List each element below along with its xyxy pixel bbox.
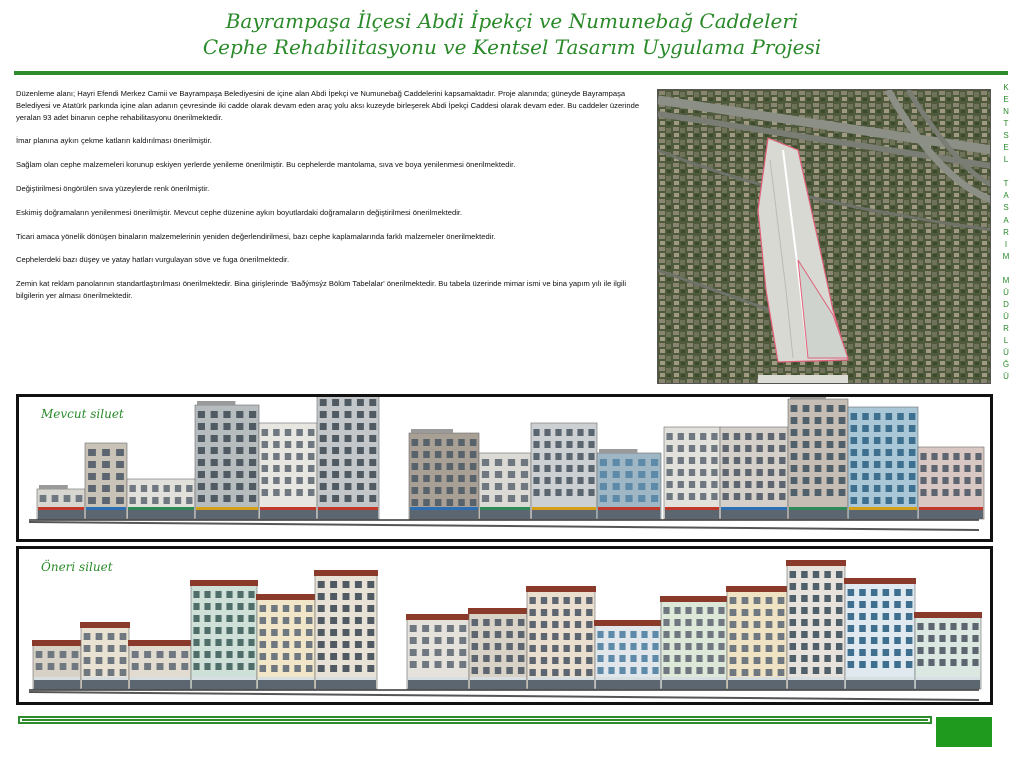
proposed-silhouette-label: Öneri siluet [41,560,113,574]
paragraph: Düzenleme alanı; Hayri Efendi Merkez Camii ve Bayrampaşa Belediyesini de içine alan Abdi İpekçi ve Numunebağ Caddelerini kapsamaktadır. Proje alanında; güneyde Bayrampaşa Belediyesi ve Atatürk parkında içine alan adanın çevresinde iki cadde olarak devam eden araç yolu aksı kuzeyde birleşerek Abdi İpekçi Caddesi olarak devam eder. Bu caddeler üzerinde yeralan 93 adet binanın cephe rehabilitasyonu önerilmektedir. [16,89,640,122]
facade-building [479,453,531,519]
facade-building [720,427,788,519]
proposed-silhouette-panel [16,546,993,705]
paragraph: Eskimiş doğramaların yenilenmesi önerilmiştir. Mevcut cephe düzenine aykırı boyutlardaki doğramaların değiştirilmesi önerilmektedir. [16,207,463,217]
facade-building [660,596,728,689]
facade-building [80,622,130,689]
facade-building [406,614,470,689]
green-block [936,717,992,747]
page-title [0,8,1024,60]
facade-building [128,640,192,689]
facade-building [526,586,596,689]
facade-building [37,485,85,519]
facade-building [786,560,846,689]
paragraph: Değiştirilmesi öngörülen sıva yüzeylerde renk önerilmiştir. [16,183,210,193]
facade-building [409,429,479,519]
facade-building [314,570,378,689]
facade-building [259,423,317,519]
facade-building [844,578,916,689]
vertical-department-label: K E N T S E L T A S A R I M M Ü D Ü R L Ü Ğ Ü [1002,83,1010,382]
top-divider [14,71,1008,75]
facade-building [788,397,848,519]
facade-building [597,449,661,519]
facade-building [256,594,316,689]
title-line-1: Bayrampaşa İlçesi Abdi İpekçi ve Numunebağ Caddeleri [225,9,799,33]
facade-building [848,407,918,519]
facade-building [664,427,720,519]
paragraph: Sağlam olan cephe malzemeleri korunup eskiyen yerlerde yenileme önerilmiştir. Bu cephelerde mantolama, sıva ve boya yenilenmesi önerilmektedir. [16,160,516,170]
facade-building [468,608,528,689]
proposed-silhouette-drawing [19,549,990,702]
paragraph: İmar planına aykırı çekme katların kaldırılması önerilmiştir. [16,136,212,146]
facade-building [32,640,82,689]
facade-building [190,580,258,689]
paragraph: Zemin kat reklam panolarının standartlaştırılması önerilmektedir. Bina girişlerinde 'Baðýmsýz Bölüm Tabelalar' önerilmektedir. Bu tabela üzerinde mimar ismi ve bina yapım yılı ile ilgili bilgilerin yer alması önerilmektedir. [16,279,627,300]
description-text [16,88,646,314]
current-silhouette-panel [16,394,993,542]
facade-building [918,447,984,519]
facade-building [726,586,788,689]
facade-building [531,423,597,519]
facade-building [317,397,379,519]
facade-building [594,620,662,689]
facade-building [85,443,127,519]
facade-building [127,479,195,519]
paragraph: Cephelerdeki bazı düşey ve yatay hatları vurgulayan söve ve fuga önerilmektedir. [16,255,290,265]
title-line-2: Cephe Rehabilitasyonu ve Kentsel Tasarım Uygulama Projesi [202,35,822,59]
facade-building [914,612,982,689]
bottom-divider [18,716,932,724]
paragraph: Ticari amaca yönelik dönüşen binaların malzemelerinin yeniden değerlendirilmesi, bazı cephe kaplamalarında farklı malzemeler önerilmektedir. [16,231,496,241]
facade-building [195,401,259,519]
current-silhouette-drawing [19,397,990,539]
aerial-map-image [657,89,991,384]
current-silhouette-label: Mevcut siluet [41,407,124,421]
